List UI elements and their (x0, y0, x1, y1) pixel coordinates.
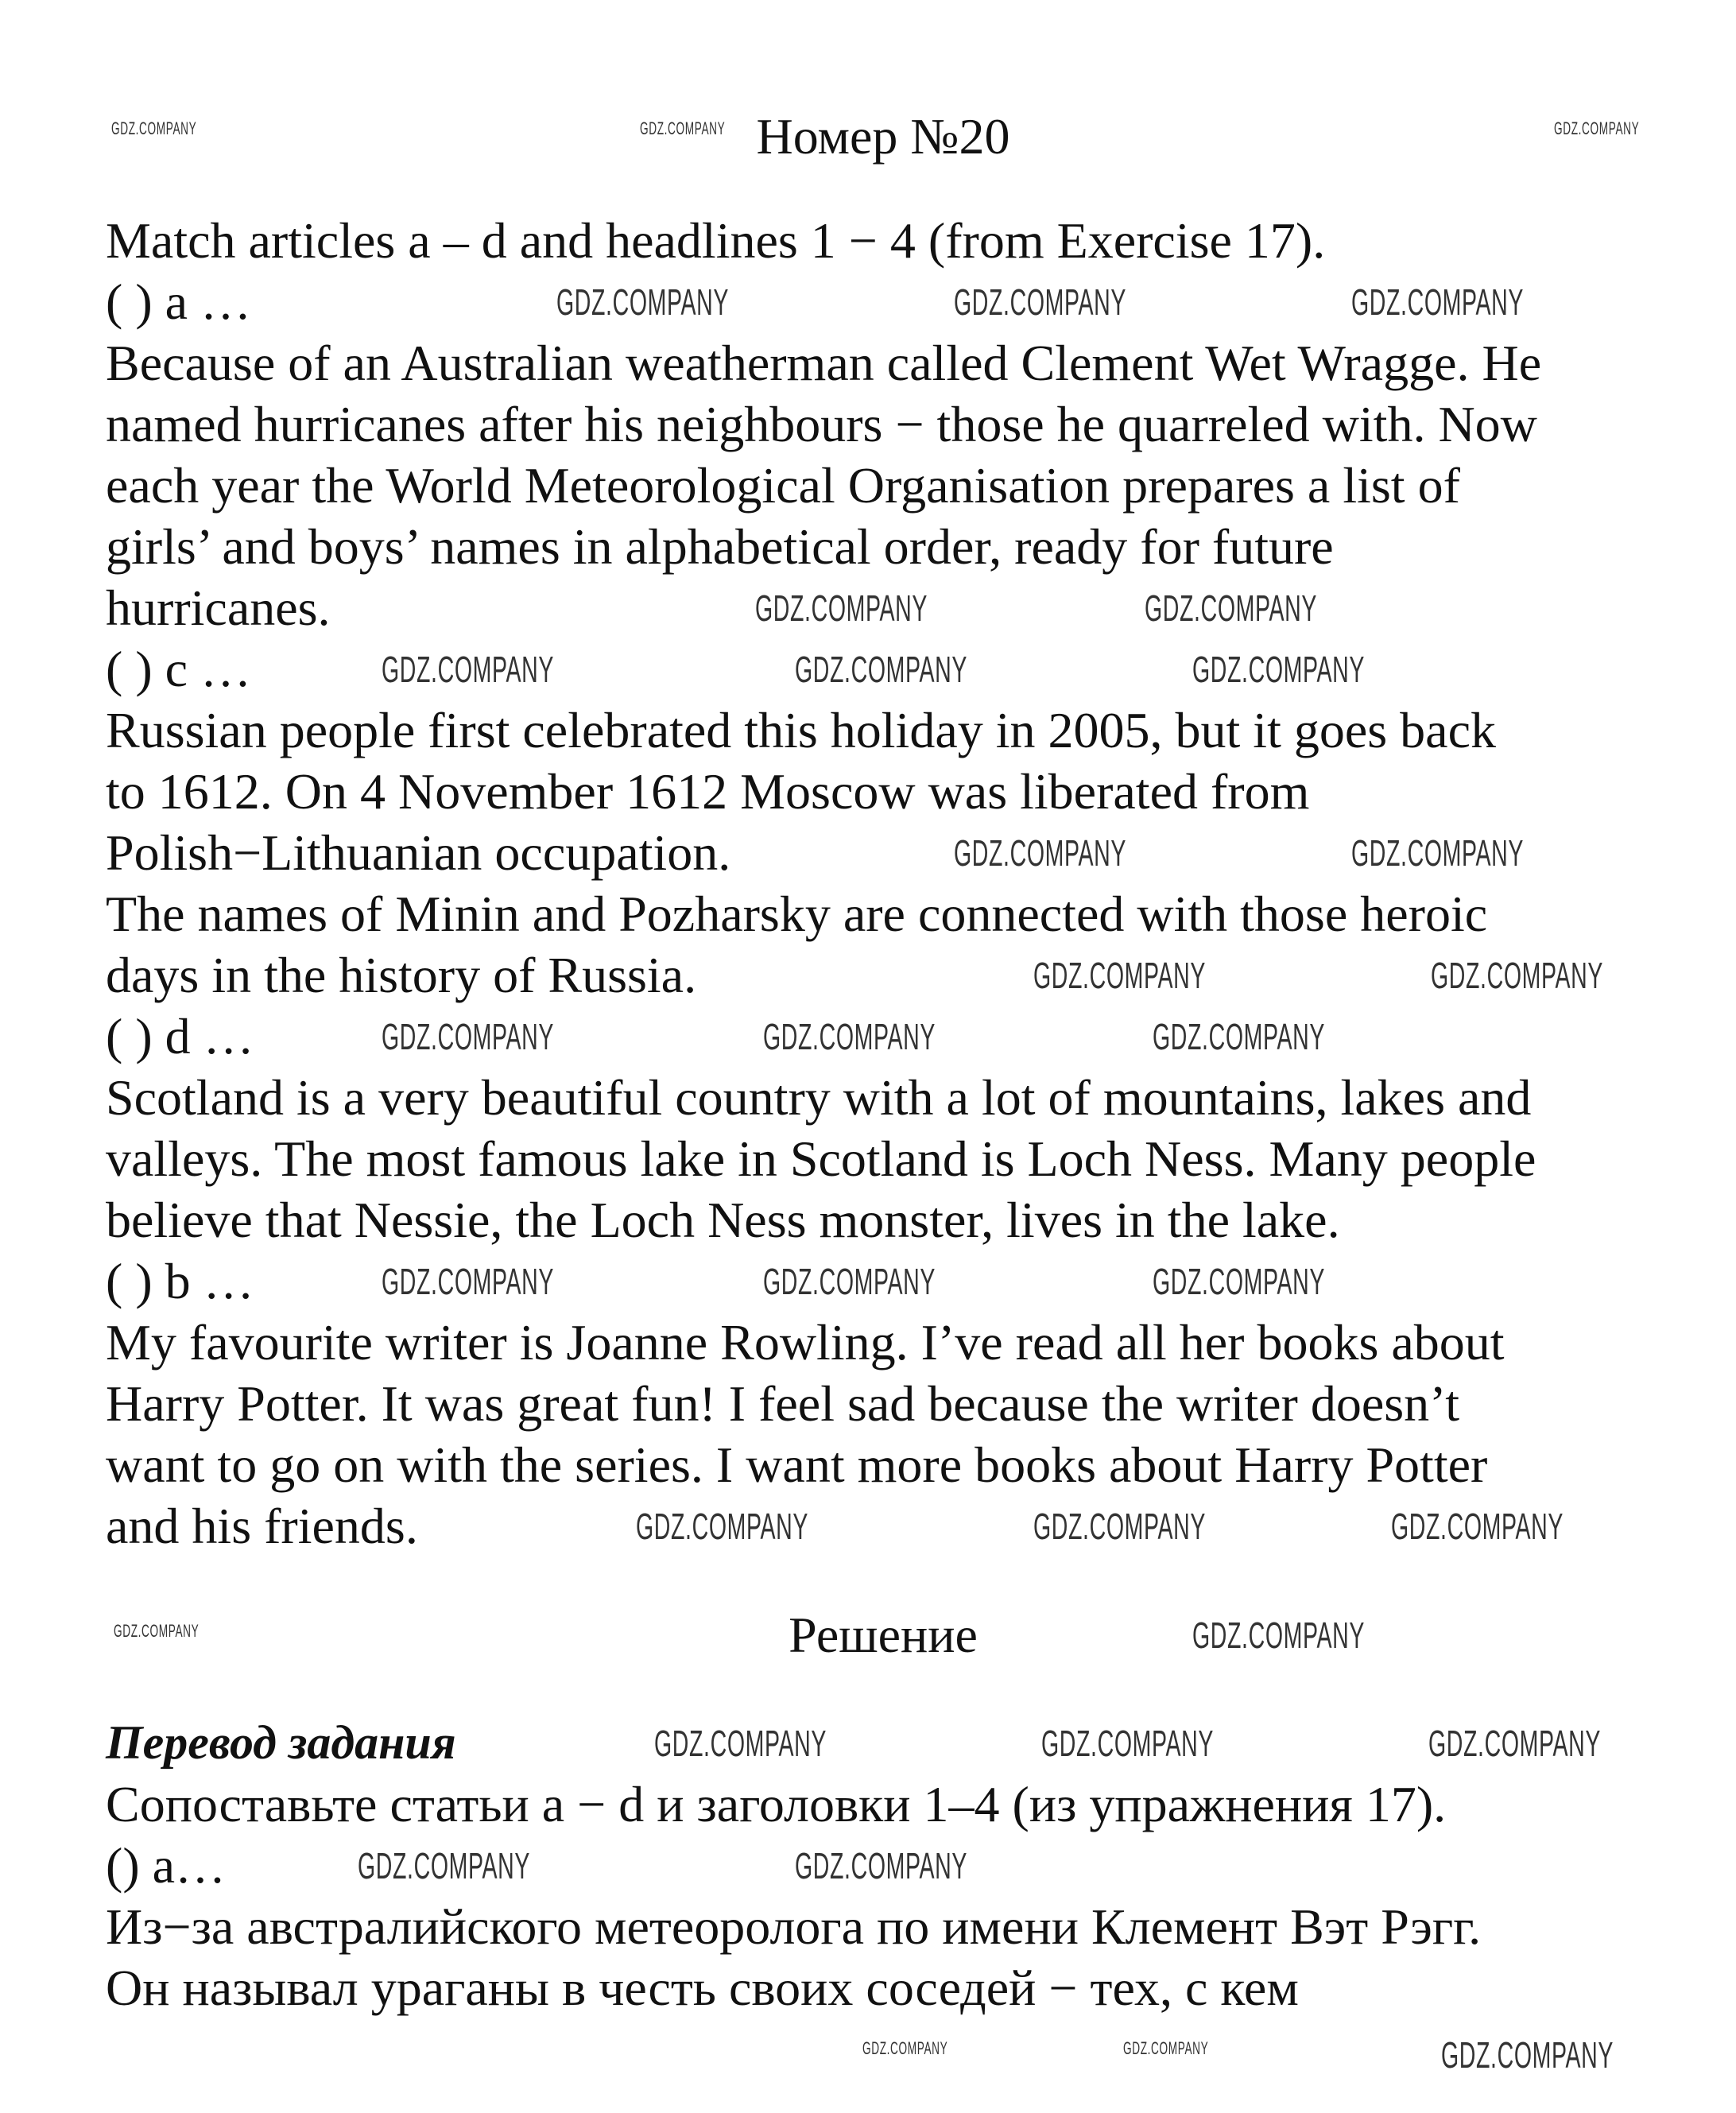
watermark: GDZ.COMPANY (1153, 1261, 1326, 1302)
task-line: Because of an Australian weatherman called Clement Wet Wragge. He (106, 335, 1542, 391)
watermark: GDZ.COMPANY (1351, 832, 1525, 874)
task-line: ( ) d … (106, 1008, 254, 1064)
watermark: GDZ.COMPANY (654, 1723, 827, 1764)
task-line: Polish−Lithuanian occupation. (106, 824, 731, 881)
watermark: GDZ.COMPANY (114, 1621, 200, 1641)
watermark: GDZ.COMPANY (1123, 2038, 1209, 2058)
task-line: want to go on with the series. I want more books about Harry Potter (106, 1436, 1488, 1493)
watermark: GDZ.COMPANY (763, 1261, 936, 1302)
task-line: valleys. The most famous lake in Scotland is Loch Ness. Many people (106, 1130, 1536, 1187)
watermark: GDZ.COMPANY (795, 649, 968, 690)
task-line: girls’ and boys’ names in alphabetical order, ready for future (106, 518, 1334, 575)
watermark: GDZ.COMPANY (795, 1845, 968, 1886)
watermark: GDZ.COMPANY (382, 649, 555, 690)
solution-line: Сопоставьте статьи a − d и заголовки 1–4 (из упражнения 17). (106, 1776, 1447, 1832)
watermark: GDZ.COMPANY (954, 832, 1127, 874)
task-line: Match articles a – d and headlines 1 − 4 (from Exercise 17). (106, 212, 1326, 269)
solution-title: Решение (789, 1607, 978, 1663)
task-line: The names of Minin and Pozharsky are connected with those heroic (106, 886, 1488, 942)
watermark: GDZ.COMPANY (954, 281, 1127, 323)
watermark: GDZ.COMPANY (1033, 1506, 1207, 1547)
watermark: GDZ.COMPANY (111, 118, 197, 138)
task-line: each year the World Meteorological Organisation prepares a list of (106, 457, 1460, 514)
watermark: GDZ.COMPANY (1145, 587, 1318, 629)
watermark: GDZ.COMPANY (1391, 1506, 1564, 1547)
task-line: ( ) a … (106, 273, 252, 330)
task-line: days in the history of Russia. (106, 947, 697, 1003)
page-title: Номер №20 (756, 108, 1010, 165)
watermark: GDZ.COMPANY (1431, 955, 1604, 996)
watermark: GDZ.COMPANY (755, 587, 928, 629)
watermark: GDZ.COMPANY (358, 1845, 531, 1886)
task-line: hurricanes. (106, 580, 331, 636)
task-line: Russian people first celebrated this holiday in 2005, but it goes back (106, 702, 1496, 758)
watermark: GDZ.COMPANY (382, 1261, 555, 1302)
task-line: Scotland is a very beautiful country with a lot of mountains, lakes and (106, 1069, 1532, 1126)
translation-heading: Перевод задания (106, 1716, 456, 1769)
watermark: GDZ.COMPANY (1041, 1723, 1215, 1764)
watermark: GDZ.COMPANY (556, 281, 730, 323)
watermark: GDZ.COMPANY (382, 1016, 555, 1057)
watermark: GDZ.COMPANY (640, 118, 726, 138)
watermark: GDZ.COMPANY (1428, 1723, 1602, 1764)
solution-line: Из−за австралийского метеоролога по имени Клемент Вэт Рэгг. (106, 1898, 1482, 1955)
task-line: to 1612. On 4 November 1612 Moscow was liberated from (106, 763, 1310, 820)
task-line: and his friends. (106, 1498, 418, 1554)
task-line: believe that Nessie, the Loch Ness monster, lives in the lake. (106, 1192, 1340, 1248)
watermark: GDZ.COMPANY (1192, 1615, 1366, 1656)
task-line: ( ) c … (106, 641, 252, 697)
watermark: GDZ.COMPANY (1153, 1016, 1326, 1057)
solution-line: Он называл ураганы в честь своих соседей − тех, с кем (106, 1960, 1299, 2016)
solution-line: () a… (106, 1837, 227, 1894)
watermark: GDZ.COMPANY (1192, 649, 1366, 690)
watermark: GDZ.COMPANY (1554, 118, 1640, 138)
watermark: GDZ.COMPANY (1441, 2034, 1614, 2076)
task-line: My favourite writer is Joanne Rowling. I’ve read all her books about (106, 1314, 1505, 1371)
watermark: GDZ.COMPANY (1033, 955, 1207, 996)
task-line: Harry Potter. It was great fun! I feel sad because the writer doesn’t (106, 1375, 1460, 1432)
task-line: ( ) b … (106, 1253, 254, 1309)
watermark: GDZ.COMPANY (636, 1506, 809, 1547)
watermark: GDZ.COMPANY (1351, 281, 1525, 323)
task-line: named hurricanes after his neighbours − those he quarreled with. Now (106, 396, 1537, 452)
watermark: GDZ.COMPANY (862, 2038, 948, 2058)
watermark: GDZ.COMPANY (763, 1016, 936, 1057)
